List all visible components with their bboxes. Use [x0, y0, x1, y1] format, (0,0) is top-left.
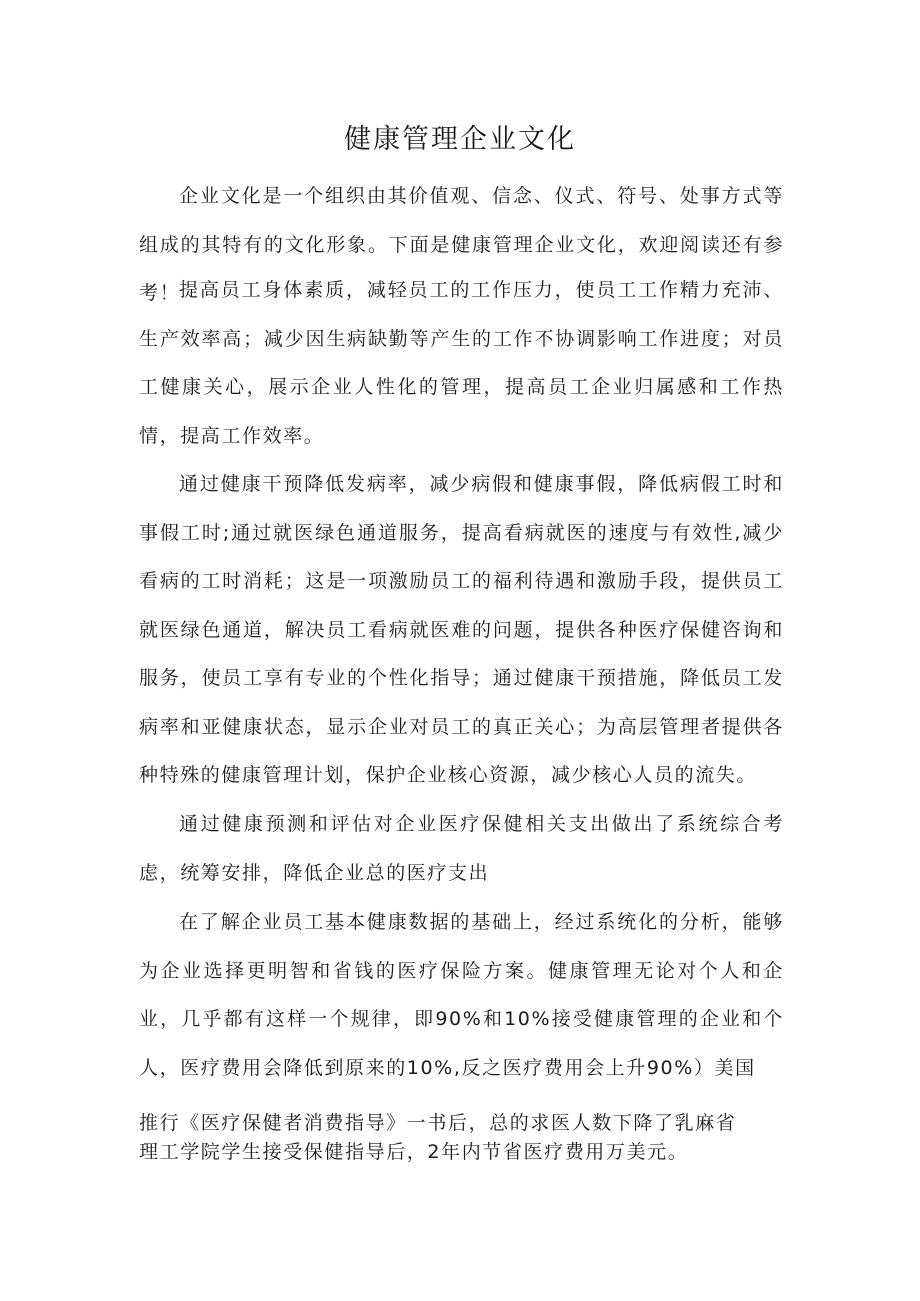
- paragraph-employee-benefits: 提高员工身体素质，减轻员工的工作压力，使员工工作精力充沛、生产效率高；减少因生病缺勤等产生的工作不协调影响工作进度；对员工健康关心，展示企业人性化的管理，提高员工企业归属感和工作热情，提高工作效率。: [139, 279, 784, 447]
- paragraph-cost-planning: 通过健康预测和评估对企业医疗保健相关支出做出了系统综合考虑，统筹安排，降低企业总的医疗支出: [139, 813, 784, 884]
- document-title: 健康管理企业文化: [344, 124, 576, 155]
- text-line-mit-savings: 理工学院学生接受保健指导后，2年内节省医疗费用万美元。: [139, 1141, 689, 1163]
- text-line-guide-book: 推行《医疗保健者消费指导》一书后，总的求医人数下降了乳麻省: [139, 1112, 737, 1134]
- paragraph-health-intervention: 通过健康干预降低发病率，减少病假和健康事假，降低病假工时和事假工时;通过就医绿色通道服务，提高看病就医的速度与有效性,减少看病的工时消耗；这是一项激励员工的福利待遇和激励手段，提供员工就医绿色通道，解决员工看病就医难的问题，提供各种医疗保健咨询和服务，使员工享有专业的个性化指导；通过健康干预措施，降低员工发病率和亚健康状态，显示企业对员工的真正关心；为高层管理者提供各种特殊的健康管理计划，保护企业核心资源，减少核心人员的流失。: [139, 473, 784, 786]
- paragraph-intro: 企业文化是一个组织由其价值观、信念、仪式、符号、处事方式等组成的其特有的文化形象。下面是健康管理企业文化，欢迎阅读还有参考！: [139, 185, 784, 304]
- paragraph-insurance-plan: 在了解企业员工基本健康数据的基础上，经过系统化的分析，能够为企业选择更明智和省钱的医疗保险方案。健康管理无论对个人和企业，几乎都有这样一个规律，即90%和10%接受健康管理的企业和个人，医疗费用会降低到原来的10%,反之医疗费用会上升90%）美国: [139, 911, 784, 1079]
